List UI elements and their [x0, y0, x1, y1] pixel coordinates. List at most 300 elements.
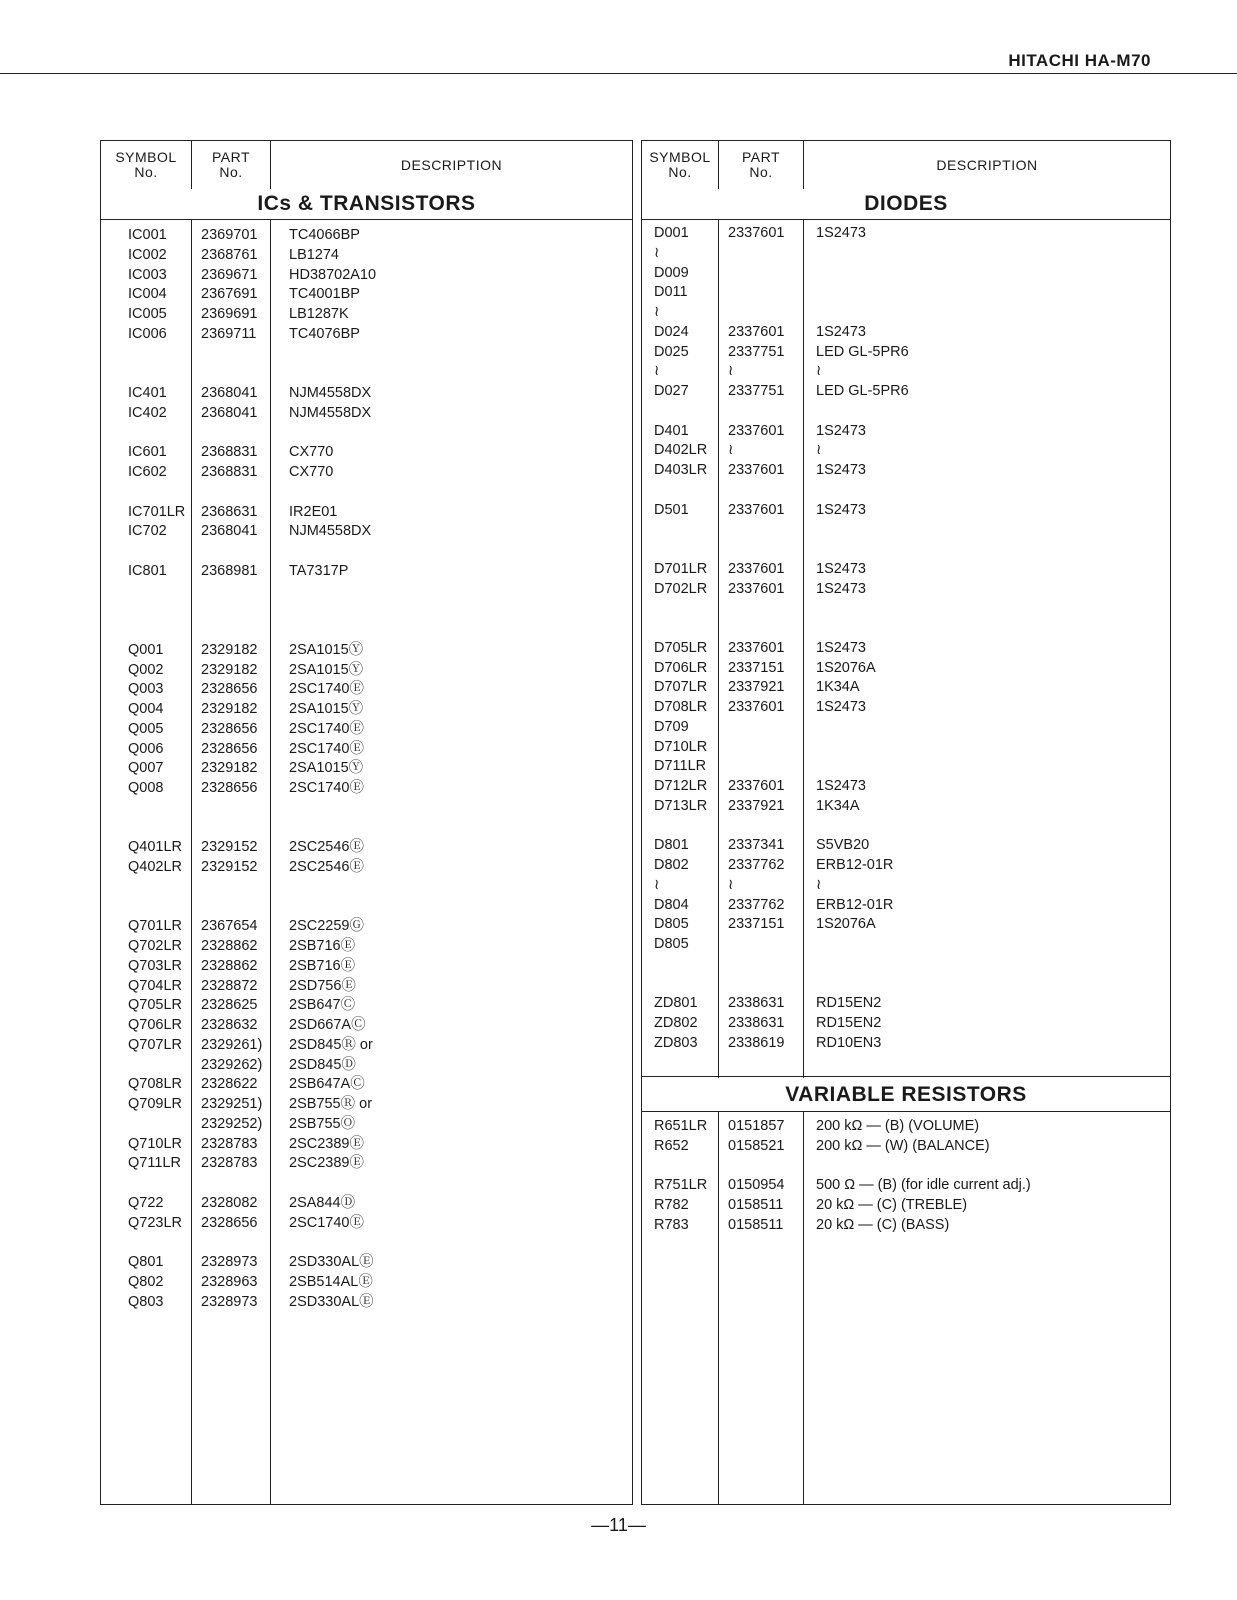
symbol-cell: ZD803 — [654, 1034, 698, 1051]
symbol-cell: R751LR — [654, 1177, 708, 1194]
description-cell: 2SD330ALⒺ — [289, 1254, 374, 1270]
part-number-cell: 2328783 — [201, 1135, 258, 1152]
symbol-cell: IC004 — [128, 286, 167, 303]
description-cell: 2SC2546Ⓔ — [289, 859, 364, 875]
description-cell: 1S2473 — [816, 225, 866, 241]
part-number-cell: 2337601 — [728, 462, 785, 478]
table-row — [101, 1153, 632, 1173]
table-row — [642, 282, 1170, 302]
description-cell: 2SB514ALⒺ — [289, 1273, 373, 1290]
part-number-cell: 2337601 — [728, 580, 785, 597]
table-row — [101, 719, 632, 739]
table-row — [101, 995, 632, 1015]
description-cell: 1S2473 — [816, 639, 866, 656]
symbol-cell: Q705LR — [128, 997, 183, 1014]
symbol-cell: IC402 — [128, 404, 167, 421]
description-column-header: DESCRIPTION — [400, 156, 503, 173]
symbol-cell: Q710LR — [128, 1135, 183, 1152]
part-number-cell: 2328862 — [201, 957, 258, 974]
description-cell: LB1287K — [289, 306, 349, 322]
symbol-cell: IC003 — [128, 266, 167, 283]
description-cell: 2SA1015Ⓨ — [289, 701, 364, 717]
part-column-header: PART No. — [741, 149, 781, 180]
symbol-cell: Q722 — [128, 1194, 164, 1211]
table-row — [101, 502, 632, 522]
part-number-cell: 2338631 — [728, 995, 785, 1012]
table-row — [642, 302, 1170, 322]
table-row — [642, 223, 1170, 243]
description-cell: 1K34A — [816, 797, 860, 814]
part-number-cell: 2328656 — [201, 1214, 258, 1231]
description-cell: S5VB20 — [816, 837, 870, 854]
symbol-cell: Q001 — [128, 641, 164, 658]
description-cell: RD10EN3 — [816, 1034, 882, 1051]
description-cell: 2SD756Ⓔ — [289, 977, 356, 994]
table-row — [642, 697, 1170, 717]
description-cell: 1S2473 — [816, 580, 866, 597]
symbol-cell: ZD802 — [654, 1015, 698, 1031]
part-number-cell: 2337601 — [728, 778, 785, 794]
description-cell: 2SB755Ⓡ or — [289, 1096, 373, 1112]
description-cell: TA7317P — [289, 562, 349, 579]
part-number-cell: 2329262) — [201, 1056, 263, 1073]
symbol-cell: Q802 — [128, 1273, 164, 1290]
table-row — [642, 677, 1170, 697]
symbol-cell: D801 — [654, 837, 689, 854]
part-number-cell: 2328862 — [201, 938, 258, 954]
part-number-cell: 2368981 — [201, 562, 258, 579]
part-number-cell: 2337751 — [728, 343, 785, 360]
table-row — [101, 1213, 632, 1233]
symbol-cell: Q706LR — [128, 1017, 183, 1033]
table-row — [642, 776, 1170, 796]
description-cell: TC4066BP — [289, 227, 360, 243]
description-cell: 2SB647Ⓒ — [289, 997, 356, 1014]
table-header — [642, 141, 1170, 190]
table-row — [101, 1055, 632, 1075]
description-cell: 2SD845Ⓡ or — [289, 1036, 373, 1053]
symbol-cell: Q004 — [128, 701, 164, 717]
table-row — [101, 284, 632, 304]
description-cell: CX770 — [289, 444, 334, 461]
part-number-cell: 2369701 — [201, 227, 258, 243]
table-row — [642, 440, 1170, 460]
description-cell: 2SC2259Ⓖ — [289, 918, 364, 935]
table-row — [642, 1195, 1170, 1215]
part-number-cell: 2338619 — [728, 1034, 785, 1051]
table-row — [101, 1015, 632, 1035]
symbol-cell: D705LR — [654, 639, 708, 656]
symbol-cell: D009 — [654, 264, 689, 281]
part-number-cell: 2328656 — [201, 681, 258, 698]
part-number-cell: 2328656 — [201, 780, 258, 796]
symbol-cell: Q708LR — [128, 1076, 183, 1093]
table-row — [642, 342, 1170, 362]
part-number-cell: 2337751 — [728, 383, 785, 399]
table-row — [642, 796, 1170, 816]
table-row — [101, 1292, 632, 1312]
symbol-cell: Q701LR — [128, 918, 183, 935]
part-number-cell: 2328622 — [201, 1076, 258, 1093]
description-cell: 2SC1740Ⓔ — [289, 720, 364, 737]
symbol-cell: Q711LR — [128, 1155, 181, 1172]
page-number: —11— — [591, 1515, 646, 1535]
symbol-cell: Q803 — [128, 1293, 164, 1310]
symbol-column-header: SYMBOL No. — [115, 149, 177, 180]
part-number-cell: 2337601 — [728, 422, 785, 439]
part-number-cell: 2368041 — [201, 404, 258, 421]
symbol-cell: IC602 — [128, 464, 167, 480]
part-number-cell: 2328973 — [201, 1293, 258, 1310]
part-number-cell: 2337601 — [728, 560, 785, 577]
description-cell: IR2E01 — [289, 503, 338, 520]
symbol-cell: Q002 — [128, 661, 164, 678]
table-row — [101, 521, 632, 541]
table-row — [642, 559, 1170, 579]
table-row — [101, 265, 632, 285]
part-number-cell: 2329182 — [201, 701, 258, 717]
table-row — [101, 1252, 632, 1272]
table-row — [101, 739, 632, 759]
table-row — [101, 225, 632, 245]
table-row — [101, 956, 632, 976]
symbol-cell: Q702LR — [128, 938, 183, 954]
description-cell: 2SB716Ⓔ — [289, 957, 356, 974]
symbol-cell: D805 — [654, 916, 689, 933]
description-cell: 1S2473 — [816, 462, 866, 478]
description-cell: 2SB716Ⓔ — [289, 938, 356, 954]
symbol-cell: R651LR — [654, 1118, 708, 1134]
table-row — [642, 737, 1170, 757]
symbol-cell: ≀ — [654, 363, 660, 380]
part-number-cell: 2337151 — [728, 659, 785, 676]
symbol-column-header: SYMBOL No. — [649, 149, 711, 180]
part-number-cell: ≀ — [728, 876, 734, 893]
description-cell: NJM4558DX — [289, 385, 372, 401]
table-row — [101, 679, 632, 699]
part-number-cell: 0150954 — [728, 1177, 785, 1194]
table-row — [101, 640, 632, 660]
description-cell: 2SC1740Ⓔ — [289, 681, 364, 698]
description-cell: 2SD330ALⒺ — [289, 1293, 374, 1310]
part-number-cell: ≀ — [728, 442, 734, 459]
part-number-cell: 2329182 — [201, 661, 258, 678]
description-cell: 1S2473 — [816, 501, 866, 518]
symbol-cell: D025 — [654, 343, 689, 360]
table-row — [642, 658, 1170, 678]
symbol-cell: ≀ — [654, 876, 660, 893]
description-cell: 1S2473 — [816, 422, 866, 439]
table-row — [101, 699, 632, 719]
table-row — [101, 916, 632, 936]
description-cell: LED GL-5PR6 — [816, 343, 909, 360]
part-column-header: PART No. — [211, 149, 251, 180]
symbol-cell: IC401 — [128, 385, 167, 401]
brand-model-title: HITACHI HA-M70 — [1008, 51, 1151, 70]
symbol-cell: Q006 — [128, 740, 164, 757]
description-cell: CX770 — [289, 464, 334, 480]
section-title: ICs & TRANSISTORS — [101, 189, 632, 220]
part-number-cell: 2337601 — [728, 699, 785, 715]
symbol-cell: IC002 — [128, 246, 167, 263]
table-row — [101, 1114, 632, 1134]
symbol-cell: D403LR — [654, 462, 708, 478]
symbol-cell: D702LR — [654, 580, 708, 597]
part-number-cell: 2328082 — [201, 1194, 258, 1211]
description-cell: 200 kΩ — (W) (BALANCE) — [816, 1137, 990, 1154]
symbol-cell: D707LR — [654, 679, 708, 696]
table-row — [642, 500, 1170, 520]
description-cell: 1S2473 — [816, 560, 866, 577]
table-row — [101, 1193, 632, 1213]
description-cell: 500 Ω — (B) (for idle current adj.) — [816, 1177, 1031, 1194]
symbol-cell: IC601 — [128, 444, 167, 461]
symbol-cell: Q707LR — [128, 1036, 183, 1053]
description-cell: TC4076BP — [289, 325, 360, 342]
section-title: VARIABLE RESISTORS — [642, 1078, 1170, 1112]
table-row — [642, 1116, 1170, 1136]
part-number-cell: 2368831 — [201, 444, 258, 461]
description-cell: 2SA1015Ⓨ — [289, 760, 364, 777]
table-row — [101, 837, 632, 857]
symbol-cell: R783 — [654, 1216, 689, 1233]
symbol-cell: D804 — [654, 896, 689, 913]
table-row — [642, 835, 1170, 855]
symbol-cell: IC001 — [128, 227, 167, 243]
table-row — [642, 1033, 1170, 1053]
description-cell: 1S2473 — [816, 699, 866, 715]
header-rule — [0, 73, 1237, 74]
section-rule — [642, 1076, 1170, 1077]
table-row — [642, 1215, 1170, 1235]
table-row — [101, 1094, 632, 1114]
description-cell: 2SB755Ⓞ — [289, 1115, 356, 1132]
part-number-cell: 2328963 — [201, 1273, 258, 1290]
part-number-cell: 0158511 — [728, 1216, 784, 1233]
symbol-cell: IC005 — [128, 306, 167, 322]
table-row — [642, 1136, 1170, 1156]
description-cell: 2SC1740Ⓔ — [289, 780, 364, 796]
part-number-cell: 2329152 — [201, 859, 258, 875]
part-number-cell: 2329252) — [201, 1115, 263, 1132]
part-number-cell: 2337762 — [728, 896, 785, 913]
table-row — [101, 1272, 632, 1292]
part-number-cell: 2338631 — [728, 1015, 785, 1031]
parts-table-diodes-resistors — [641, 140, 1171, 1505]
symbol-cell: Q005 — [128, 720, 164, 737]
description-cell: 200 kΩ — (B) (VOLUME) — [816, 1118, 980, 1134]
part-number-cell: 2328656 — [201, 740, 258, 757]
parts-table-ics-transistors — [100, 140, 633, 1505]
description-cell: 2SC1740Ⓔ — [289, 1214, 364, 1231]
table-row — [642, 361, 1170, 381]
description-cell: ERB12-01R — [816, 896, 894, 913]
description-cell: 1S2473 — [816, 323, 866, 340]
table-row — [642, 421, 1170, 441]
table-row — [642, 875, 1170, 895]
part-number-cell: 2328872 — [201, 977, 258, 994]
table-row — [101, 403, 632, 423]
table-row — [101, 561, 632, 581]
part-number-cell: 2337601 — [728, 501, 785, 518]
table-row — [101, 324, 632, 344]
part-number-cell: 2337601 — [728, 225, 785, 241]
symbol-cell: D027 — [654, 383, 689, 399]
symbol-cell: D805 — [654, 936, 689, 952]
part-number-cell: 2328656 — [201, 720, 258, 737]
description-cell: 1S2076A — [816, 916, 876, 933]
part-number-cell: 2368831 — [201, 464, 258, 480]
symbol-cell: D802 — [654, 857, 689, 873]
symbol-cell: ZD801 — [654, 995, 698, 1012]
part-number-cell: 2329182 — [201, 760, 258, 777]
table-row — [642, 1175, 1170, 1195]
description-cell: ≀ — [816, 363, 822, 380]
table-row — [101, 442, 632, 462]
part-number-cell: 2337601 — [728, 323, 785, 340]
table-row — [101, 1035, 632, 1055]
part-number-cell: 2368041 — [201, 385, 258, 401]
symbol-cell: D706LR — [654, 659, 708, 676]
symbol-cell: Q801 — [128, 1254, 164, 1270]
symbol-cell: Q704LR — [128, 977, 183, 994]
part-number-cell: 2369711 — [201, 325, 257, 342]
symbol-cell: IC006 — [128, 325, 167, 342]
description-cell: LED GL-5PR6 — [816, 383, 909, 399]
description-cell: 2SC2546Ⓔ — [289, 839, 364, 856]
symbol-cell: R652 — [654, 1137, 689, 1154]
table-row — [642, 381, 1170, 401]
symbol-cell: IC701LR — [128, 503, 186, 520]
symbol-cell: D710LR — [654, 738, 708, 755]
symbol-cell: ≀ — [654, 304, 660, 320]
symbol-cell: Q401LR — [128, 839, 183, 856]
table-row — [101, 245, 632, 265]
table-row — [642, 756, 1170, 776]
part-number-cell: 2328632 — [201, 1017, 258, 1033]
part-number-cell: 2328625 — [201, 997, 258, 1014]
description-cell: ≀ — [816, 876, 822, 893]
table-row — [642, 579, 1170, 599]
symbol-cell: D024 — [654, 323, 689, 340]
description-cell: ERB12-01R — [816, 857, 894, 873]
table-row — [642, 460, 1170, 480]
description-cell: 2SA844Ⓓ — [289, 1194, 356, 1211]
description-cell: 20 kΩ — (C) (BASS) — [816, 1216, 950, 1233]
part-number-cell: 2368631 — [201, 503, 258, 520]
part-number-cell: 2368761 — [201, 246, 258, 263]
symbol-cell: Q402LR — [128, 859, 183, 875]
description-cell: LB1274 — [289, 246, 339, 263]
table-row — [101, 758, 632, 778]
part-number-cell: 2329251) — [201, 1096, 263, 1112]
table-row — [642, 855, 1170, 875]
description-cell: ≀ — [816, 442, 822, 459]
table-row — [101, 660, 632, 680]
table-row — [642, 638, 1170, 658]
section-title: DIODES — [642, 189, 1170, 220]
description-cell: 2SC1740Ⓔ — [289, 740, 364, 757]
symbol-cell: Q003 — [128, 681, 164, 698]
part-number-cell: 0151857 — [728, 1118, 785, 1134]
table-row — [101, 1134, 632, 1154]
description-cell: 2SA1015Ⓨ — [289, 661, 364, 678]
description-cell: 2SB647AⒸ — [289, 1076, 365, 1093]
description-cell: 1S2076A — [816, 659, 876, 676]
symbol-cell: D401 — [654, 422, 689, 439]
part-number-cell: 2328783 — [201, 1155, 258, 1172]
symbol-cell: D712LR — [654, 778, 708, 794]
description-cell: NJM4558DX — [289, 404, 372, 421]
table-row — [101, 936, 632, 956]
symbol-cell: D701LR — [654, 560, 708, 577]
description-cell: NJM4558DX — [289, 523, 372, 540]
part-number-cell: 0158511 — [728, 1197, 784, 1213]
symbol-cell: D708LR — [654, 699, 708, 715]
table-row — [101, 976, 632, 996]
description-cell: 1K34A — [816, 679, 860, 696]
symbol-cell: ≀ — [654, 244, 660, 261]
description-cell: 2SD667AⒸ — [289, 1017, 366, 1033]
description-cell: 2SA1015Ⓨ — [289, 641, 364, 658]
table-row — [101, 1074, 632, 1094]
symbol-cell: Q008 — [128, 780, 164, 796]
part-number-cell: 2367691 — [201, 286, 258, 303]
symbol-cell: IC801 — [128, 562, 167, 579]
description-column-header: DESCRIPTION — [936, 156, 1038, 173]
description-cell: 20 kΩ — (C) (TREBLE) — [816, 1197, 968, 1213]
description-cell: 2SC2389Ⓔ — [289, 1135, 364, 1152]
table-row — [101, 462, 632, 482]
part-number-cell: 2369671 — [201, 266, 258, 283]
symbol-cell: Q703LR — [128, 957, 183, 974]
symbol-cell: D402LR — [654, 442, 708, 459]
symbol-cell: R782 — [654, 1197, 689, 1213]
symbol-cell: D011 — [654, 284, 688, 301]
symbol-cell: Q007 — [128, 760, 164, 777]
symbol-cell: D001 — [654, 225, 689, 241]
description-cell: 2SD845Ⓓ — [289, 1056, 356, 1073]
part-number-cell: 2337151 — [728, 916, 785, 933]
part-number-cell: 2367654 — [201, 918, 258, 935]
table-header — [101, 141, 632, 190]
table-row — [642, 934, 1170, 954]
symbol-cell: D711LR — [654, 758, 707, 775]
table-row — [101, 383, 632, 403]
table-row — [642, 717, 1170, 737]
table-row — [101, 778, 632, 798]
table-row — [642, 895, 1170, 915]
table-row — [642, 1013, 1170, 1033]
description-cell: 1S2473 — [816, 778, 866, 794]
part-number-cell: 2329182 — [201, 641, 258, 658]
symbol-cell: IC702 — [128, 523, 167, 540]
part-number-cell: 2369691 — [201, 306, 258, 322]
table-row — [642, 322, 1170, 342]
table-row — [642, 263, 1170, 283]
part-number-cell: 2368041 — [201, 523, 258, 540]
symbol-cell: D713LR — [654, 797, 708, 814]
description-cell: RD15EN2 — [816, 995, 882, 1012]
symbol-cell: Q709LR — [128, 1096, 183, 1112]
part-number-cell: 2329152 — [201, 839, 258, 856]
description-cell: TC4001BP — [289, 286, 360, 303]
table-row — [642, 914, 1170, 934]
table-row — [642, 993, 1170, 1013]
part-number-cell: 2337341 — [728, 837, 785, 854]
symbol-cell: D709 — [654, 718, 689, 735]
part-number-cell: 2337762 — [728, 857, 785, 873]
